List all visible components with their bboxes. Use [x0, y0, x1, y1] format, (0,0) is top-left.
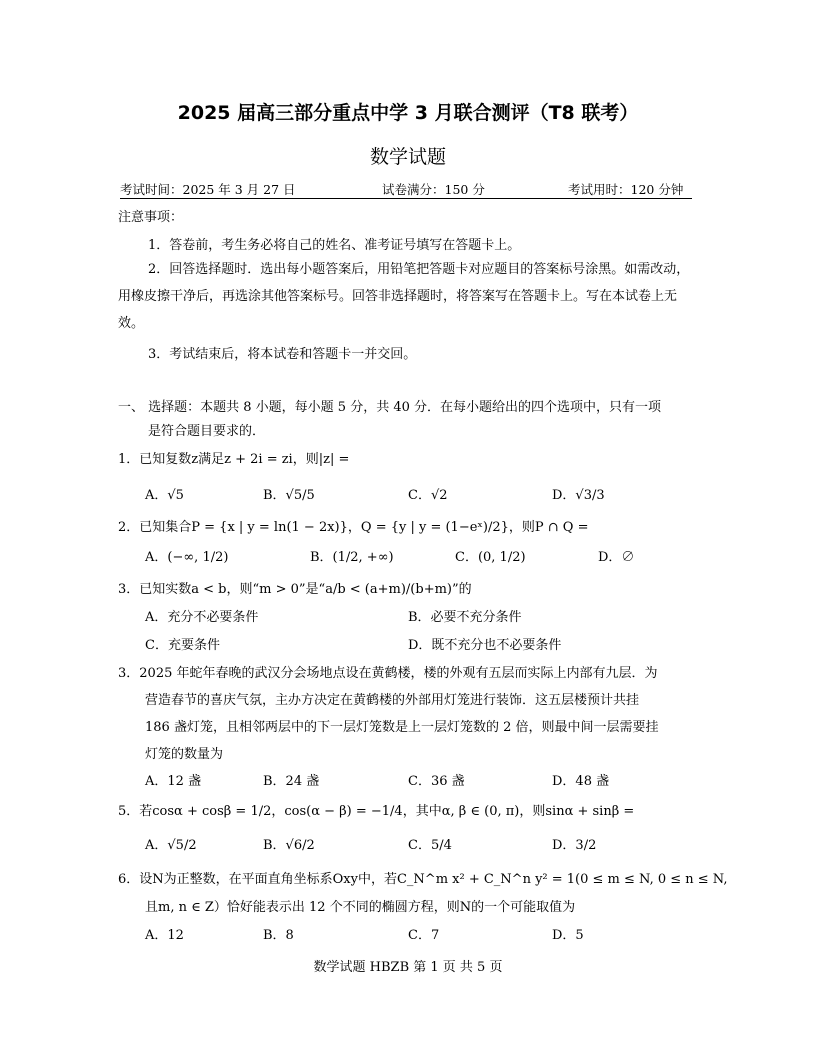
- q4-option-d: D．48 盏: [552, 774, 610, 789]
- q5-option-b: B．√6/2: [263, 838, 315, 853]
- exam-info-bar: [120, 178, 692, 199]
- exam-duration: 考试用时：120 分钟: [568, 182, 684, 197]
- q5-option-d: D．3/2: [552, 838, 597, 853]
- question-1-stem: 1．已知复数z满足z + 2i = zi，则|z| =: [118, 452, 350, 467]
- notice-item-3: 3．考试结束后，将本试卷和答题卡一并交回。: [148, 347, 417, 362]
- section-heading-cont: 是符合题目要求的．: [148, 424, 266, 439]
- q5-option-c: C．5/4: [408, 838, 452, 853]
- q2-option-b: B．(1/2, +∞): [310, 550, 394, 565]
- question-6-line-2: 且m, n ∈ Z）恰好能表示出 12 个不同的椭圆方程，则N的一个可能取值为: [145, 900, 576, 915]
- exam-date: 考试时间：2025 年 3 月 27 日: [120, 182, 296, 197]
- q2-option-c: C．(0, 1/2): [455, 550, 526, 565]
- q2-option-a: A．(−∞, 1/2): [145, 550, 229, 565]
- page-subtitle: 数学试题: [369, 146, 446, 168]
- q5-option-a: A．√5/2: [145, 838, 197, 853]
- q3-option-d: D．既不充分也不必要条件: [408, 638, 562, 653]
- q6-option-d: D．5: [552, 928, 584, 943]
- exam-score: 试卷满分：150 分: [382, 182, 485, 197]
- q3-option-b: B．必要不充分条件: [408, 610, 522, 625]
- q1-option-b: B．√5/5: [263, 488, 315, 503]
- section-heading: 一、 选择题：本题共 8 小题，每小题 5 分，共 40 分．在每小题给出的四个选项中，只有一项: [118, 400, 662, 415]
- question-2-stem: 2．已知集合P = {x | y = ln(1 − 2x)}，Q = {y | y = (1−eˣ)/2}，则P ∩ Q =: [118, 520, 589, 535]
- question-4-line-2: 营造春节的喜庆气氛，主办方决定在黄鹤楼的外部用灯笼进行装饰．这五层楼预计共挂: [145, 693, 640, 708]
- question-4-line-3: 186 盏灯笼，且相邻两层中的下一层灯笼数是上一层灯笼数的 2 倍，则最中间一层需要挂: [145, 720, 659, 735]
- question-5-stem: 5．若cosα + cosβ = 1/2，cos(α − β) = −1/4，其中α, β ∈ (0, π)，则sinα + sinβ =: [118, 804, 635, 819]
- q4-option-b: B．24 盏: [263, 774, 320, 789]
- q4-option-c: C．36 盏: [408, 774, 465, 789]
- notice-heading: 注意事项：: [118, 210, 184, 225]
- notice-item-2: 2．回答选择题时．选出每小题答案后，用铅笔把答题卡对应题目的答案标号涂黑。如需改动，用橡皮擦干净后，再选涂其他答案标号。回答非选择题时，将答案写在答题卡上。写在本试卷上无效。: [118, 262, 690, 331]
- page-footer: 数学试题 HBZB 第 1 页 共 5 页: [313, 960, 503, 975]
- question-3-stem: 3．已知实数a < b，则“m > 0”是“a/b < (a+m)/(b+m)”的: [118, 582, 472, 597]
- q1-option-c: C．√2: [408, 488, 448, 503]
- page-title: 2025 届高三部分重点中学 3 月联合测评（T8 联考）: [177, 102, 639, 124]
- question-4-line-4: 灯笼的数量为: [145, 747, 224, 762]
- q6-option-b: B．8: [263, 928, 294, 943]
- q1-option-a: A．√5: [145, 488, 184, 503]
- question-6-line-1: 6．设N为正整数，在平面直角坐标系Oxy中，若C_N^m x² + C_N^n y² = 1(0 ≤ m ≤ N, 0 ≤ n ≤ N,: [118, 872, 728, 887]
- q3-option-a: A．充分不必要条件: [145, 610, 259, 625]
- question-4-line-1: 3．2025 年蛇年春晚的武汉分会场地点设在黄鹤楼，楼的外观有五层而实际上内部有九层．为: [118, 666, 658, 681]
- notice-item-1: 1．答卷前，考生务必将自己的姓名、准考证号填写在答题卡上。: [148, 238, 521, 253]
- q6-option-c: C．7: [408, 928, 440, 943]
- q3-option-c: C．充要条件: [145, 638, 220, 653]
- q4-option-a: A．12 盏: [145, 774, 202, 789]
- q2-option-d: D．∅: [598, 550, 635, 565]
- q1-option-d: D．√3/3: [552, 488, 605, 503]
- q6-option-a: A．12: [145, 928, 184, 943]
